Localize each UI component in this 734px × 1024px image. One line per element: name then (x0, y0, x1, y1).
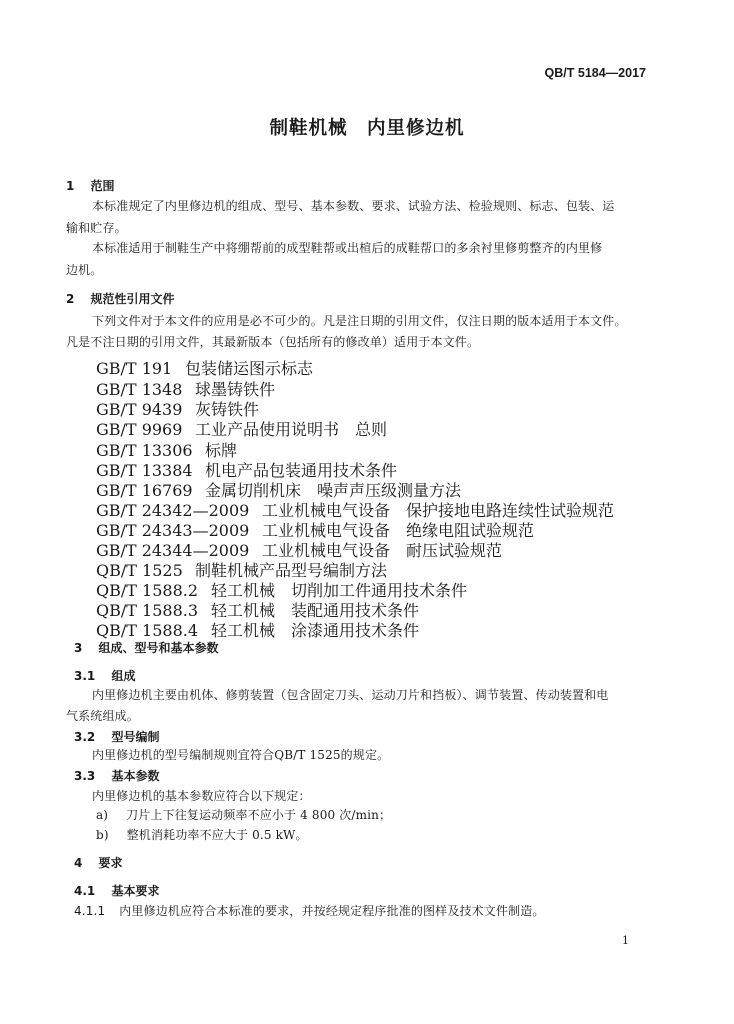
section-number: 3 (74, 641, 83, 655)
subsection-title: 基本要求 (111, 884, 160, 898)
subsection-4-1-heading (74, 882, 159, 899)
paragraph-line: 本标准适用于制鞋生产中将绷帮前的成型鞋帮或出楦后的成鞋帮口的多余衬里修剪整齐的内里修 (92, 241, 603, 255)
clause-4-1-1 (74, 902, 545, 919)
clause-text: 内里修边机应符合本标准的要求，并按经规定程序批准的图样及技术文件制造。 (119, 904, 545, 918)
reference-title: 工业机械电气设备 保护接地电路连续性试验规范 (262, 501, 615, 520)
paragraph-line: 输和贮存。 (66, 221, 127, 235)
reference-title: 机电产品包装通用技术条件 (205, 461, 398, 480)
reference-title: 工业机械电气设备 绝缘电阻试验规范 (262, 521, 535, 540)
reference-code: GB/T 24343—2009 (96, 521, 250, 540)
reference-code: GB/T 1348 (96, 380, 183, 399)
section-title: 规范性引用文件 (90, 292, 175, 306)
reference-title: 制鞋机械产品型号编制方法 (195, 561, 388, 580)
section-3-heading (74, 639, 219, 656)
reference-code: QB/T 1588.4 (96, 621, 199, 640)
section-4-heading (74, 854, 123, 871)
paragraph-line: 下列文件对于本文件的应用是必不可少的。凡是注日期的引用文件，仅注日期的版本适用于本文件。 (92, 314, 627, 328)
subsection-number: 3.1 (74, 669, 96, 683)
reference-title: 轻工机械 切削加工件通用技术条件 (211, 581, 468, 600)
section-title: 范围 (90, 179, 115, 193)
subsection-number: 3.3 (74, 769, 96, 783)
subsection-title: 型号编制 (111, 730, 160, 744)
reference-title: 标牌 (205, 441, 238, 460)
subsection-title: 基本参数 (111, 769, 160, 783)
reference-code: GB/T 9969 (96, 420, 183, 439)
reference-code: GB/T 24344—2009 (96, 541, 250, 560)
subsection-title: 组成 (111, 669, 136, 683)
reference-code: GB/T 191 (96, 359, 173, 378)
reference-code: GB/T 13384 (96, 461, 193, 480)
section-number: 2 (66, 292, 75, 306)
reference-code: GB/T 13306 (96, 441, 193, 460)
reference-title: 轻工机械 涂漆通用技术条件 (211, 621, 420, 640)
list-label: b) (96, 828, 109, 842)
page-number: 1 (622, 934, 629, 947)
reference-code: QB/T 1588.2 (96, 581, 199, 600)
subsection-number: 4.1 (74, 884, 96, 898)
list-text: 刀片上下往复运动频率不应小于 4 800 次/min； (126, 808, 392, 822)
reference-title: 球墨铸铁件 (195, 380, 276, 399)
reference-title: 工业产品使用说明书 总则 (195, 420, 388, 439)
document-title: 制鞋机械 内里修边机 (269, 118, 465, 139)
paragraph-line: 内里修边机主要由机体、修剪装置（包含固定刀头、运动刀片和挡板）、调节装置、传动装置和电 (92, 688, 609, 702)
paragraph-line: 内里修边机的型号编制规则宜符合QB/T 1525的规定。 (92, 748, 390, 762)
subsection-3-2-heading (74, 728, 159, 745)
clause-number: 4.1.1 (74, 904, 106, 918)
list-item-b (96, 826, 308, 843)
reference-code: GB/T 24342—2009 (96, 501, 250, 520)
reference-title: 包装储运图示标志 (185, 359, 314, 378)
list-text: 整机消耗功率不应大于 0.5 kW。 (126, 828, 308, 842)
reference-code: GB/T 9439 (96, 400, 183, 419)
section-number: 1 (66, 179, 75, 193)
reference-code: QB/T 1588.3 (96, 601, 199, 620)
list-label: a) (96, 808, 109, 822)
reference-item (96, 618, 419, 641)
section-title: 要求 (98, 856, 123, 870)
paragraph-line: 气系统组成。 (66, 709, 139, 723)
section-number: 4 (74, 856, 83, 870)
reference-code: QB/T 1525 (96, 561, 183, 580)
paragraph-line: 本标准规定了内里修边机的组成、型号、基本参数、要求、试验方法、检验规则、标志、包装、运 (92, 199, 615, 213)
reference-item (96, 417, 387, 440)
reference-title: 轻工机械 装配通用技术条件 (211, 601, 420, 620)
section-title: 组成、型号和基本参数 (98, 641, 219, 655)
section-2-heading (66, 290, 175, 307)
reference-item (96, 356, 313, 379)
reference-title: 灰铸铁件 (195, 400, 260, 419)
paragraph-line: 凡是不注日期的引用文件，其最新版本（包括所有的修改单）适用于本文件。 (66, 335, 480, 349)
list-item-a (96, 806, 391, 823)
subsection-number: 3.2 (74, 730, 96, 744)
subsection-3-1-heading (74, 667, 135, 684)
reference-title: 工业机械电气设备 耐压试验规范 (262, 541, 503, 560)
reference-code: GB/T 16769 (96, 481, 193, 500)
paragraph-line: 内里修边机的基本参数应符合以下规定： (92, 789, 311, 803)
section-1-heading (66, 177, 115, 194)
standard-number: QB/T 5184—2017 (544, 66, 646, 80)
reference-title: 金属切削机床 噪声声压级测量方法 (205, 481, 462, 500)
subsection-3-3-heading (74, 767, 159, 784)
paragraph-line: 边机。 (66, 263, 103, 277)
